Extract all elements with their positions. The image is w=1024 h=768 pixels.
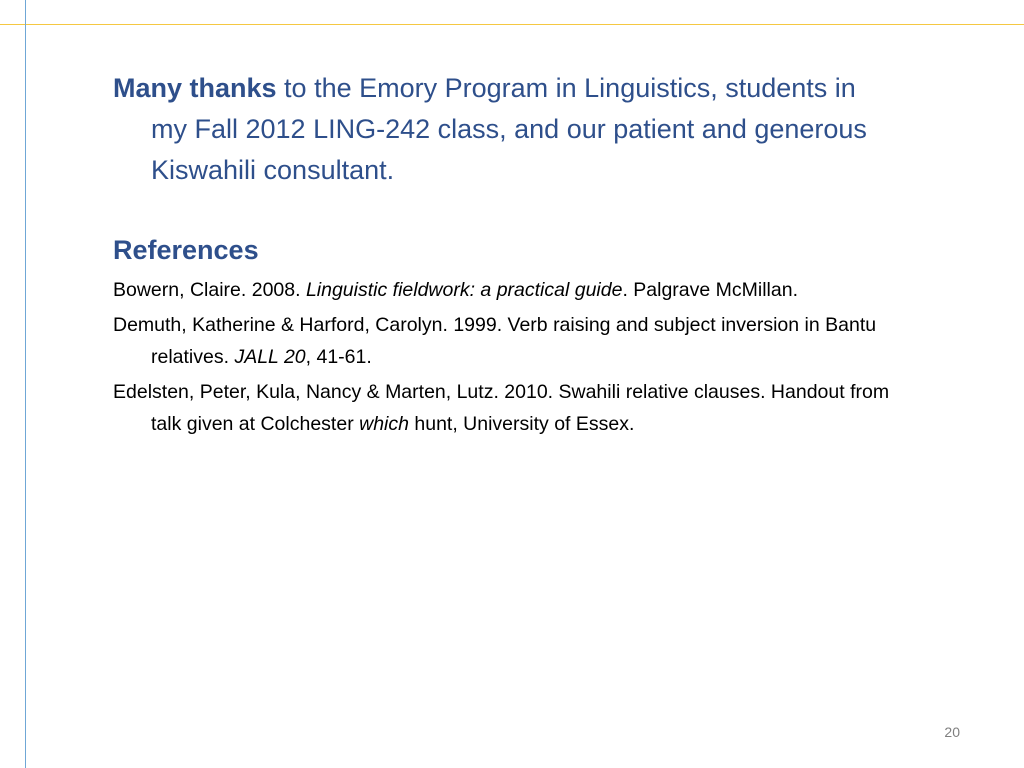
reference-item <box>113 274 913 306</box>
acknowledgement-lead: Many thanks <box>113 73 277 103</box>
reference-text: Bowern, Claire. 2008. <box>113 279 306 301</box>
reference-text-after: hunt, University of Essex. <box>408 413 635 435</box>
page-number: 20 <box>944 724 960 740</box>
acknowledgement-text: to the Emory Program in Linguistics, students in my Fall 2012 LING-242 class, and our patient and generous Kiswahili consultant. <box>151 73 867 185</box>
reference-italic: JALL 20 <box>234 346 306 368</box>
left-rule <box>25 0 26 768</box>
reference-text: Demuth, Katherine & Harford, Carolyn. 1999. Verb raising and subject inversion in Bantu relatives. <box>113 314 877 368</box>
reference-italic: which <box>359 413 409 435</box>
reference-item <box>113 309 913 373</box>
slide-content <box>113 68 913 443</box>
reference-text: Edelsten, Peter, Kula, Nancy & Marten, Lutz. 2010. Swahili relative clauses. Handout from talk given at Colchester <box>113 381 890 435</box>
reference-text-after: , 41-61. <box>305 346 372 368</box>
top-rule <box>0 24 1024 25</box>
reference-item <box>113 376 913 440</box>
references-heading: References <box>113 235 259 265</box>
reference-italic: Linguistic fieldwork: a practical guide <box>305 279 623 301</box>
reference-text-after: . Palgrave McMillan. <box>622 279 798 301</box>
acknowledgement-paragraph <box>113 68 881 191</box>
